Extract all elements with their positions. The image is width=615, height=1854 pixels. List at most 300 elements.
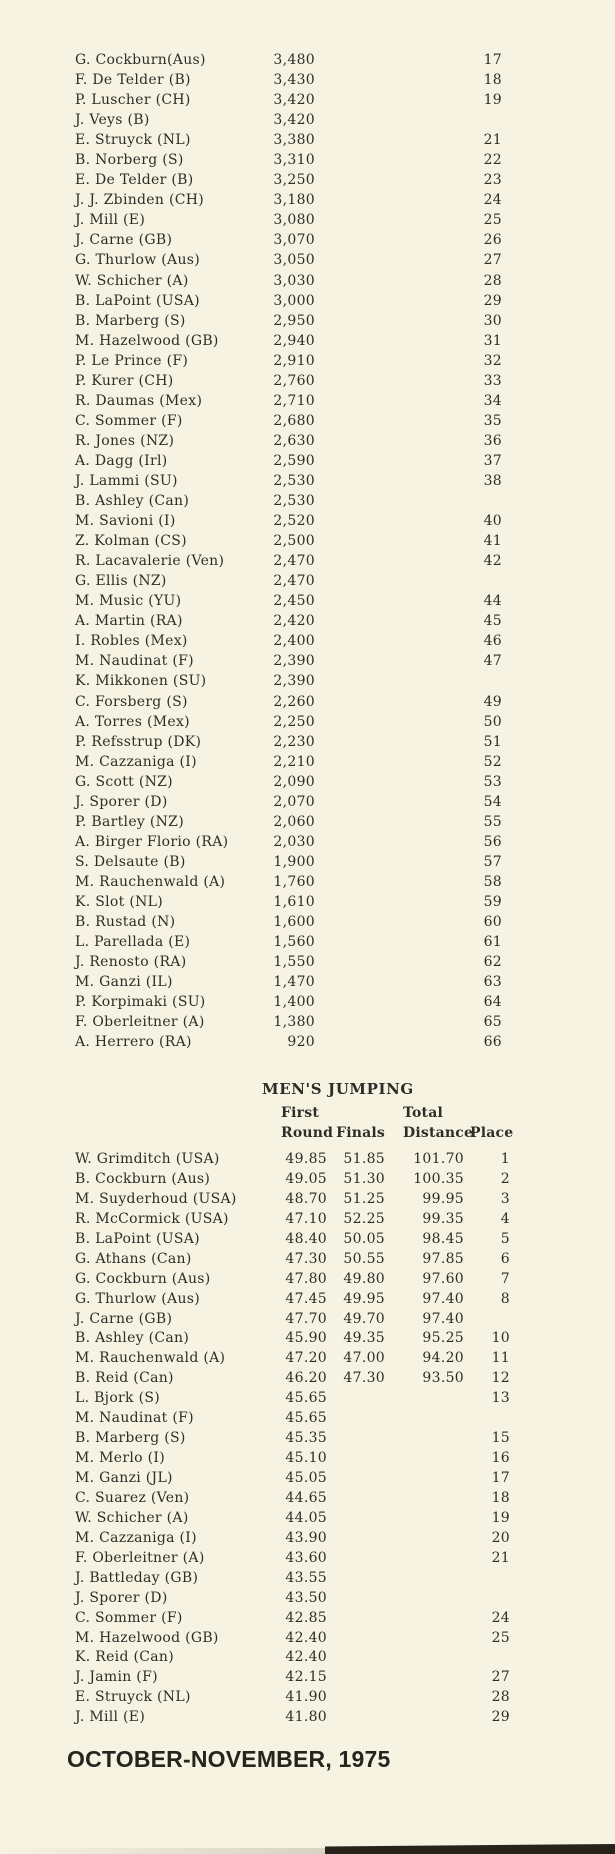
jumping-result-row	[75, 1708, 510, 1728]
score-value: 2,390	[273, 673, 315, 690]
score-value: 2,630	[273, 432, 315, 449]
result-row	[75, 190, 505, 210]
place-value: 7	[500, 1270, 510, 1287]
total-distance-value: 97.60	[422, 1270, 464, 1287]
place-value: 6	[500, 1250, 510, 1267]
place-value: 25	[483, 212, 502, 229]
athlete-name: C. Forsberg (S)	[75, 693, 188, 710]
jumping-result-row	[75, 1170, 510, 1190]
score-value: 2,450	[273, 593, 315, 610]
jumping-result-row	[75, 1648, 510, 1668]
jumping-table-header	[75, 1103, 514, 1143]
athlete-name: G. Athans (Can)	[75, 1250, 192, 1267]
finals-value	[327, 1569, 385, 1589]
athlete-name: M. Cazzaniga (I)	[75, 1529, 197, 1546]
place-value: 62	[483, 954, 502, 971]
place-value: 59	[483, 893, 502, 910]
result-row	[75, 150, 505, 170]
place-value: 21	[491, 1549, 510, 1566]
athlete-name: J. Lammi (SU)	[75, 472, 178, 489]
jumping-result-row	[75, 1329, 510, 1349]
jumping-result-row	[75, 1589, 510, 1609]
athlete-name: A. Birger Florio (RA)	[75, 833, 229, 850]
total-distance-value	[385, 1409, 470, 1429]
first-round-value: 44.65	[285, 1489, 327, 1506]
header-athlete-column	[75, 1103, 281, 1143]
score-value: 1,470	[273, 974, 315, 991]
athlete-name: J. Jamin (F)	[75, 1669, 158, 1686]
finals-value	[327, 1668, 385, 1688]
athlete-name: M. Rauchenwald (A)	[75, 1350, 226, 1367]
place-value: 37	[483, 452, 502, 469]
place-value: 22	[483, 152, 502, 169]
score-value: 3,180	[273, 192, 315, 209]
result-row	[75, 110, 505, 130]
result-row	[75, 391, 505, 411]
place-value: 31	[483, 332, 502, 349]
result-row	[75, 772, 505, 792]
result-row	[75, 752, 505, 772]
total-distance-value: 97.40	[422, 1290, 464, 1307]
place-value: 17	[491, 1470, 510, 1486]
score-value: 920	[287, 1034, 315, 1051]
athlete-name: A. Dagg (Irl)	[75, 452, 168, 469]
first-round-value: 42.15	[285, 1669, 327, 1686]
total-distance-value: 100.35	[413, 1170, 464, 1187]
score-value: 1,380	[273, 1014, 315, 1031]
athlete-name: M. Naudinat (F)	[75, 653, 194, 670]
place-value: 60	[483, 914, 502, 931]
athlete-name: J. Carne (GB)	[75, 1310, 173, 1327]
place-value: 18	[483, 72, 502, 89]
athlete-name: K. Mikkonen (SU)	[75, 673, 207, 690]
total-distance-value: 95.25	[422, 1330, 464, 1347]
result-row	[75, 832, 505, 852]
total-distance-value	[385, 1469, 470, 1489]
athlete-name: J. Sporer (D)	[75, 1589, 168, 1606]
result-row	[75, 992, 505, 1012]
athlete-name: B. Reid (Can)	[75, 1370, 174, 1387]
place-value: 30	[483, 312, 502, 329]
place-value: 46	[483, 633, 502, 650]
first-round-value: 44.05	[285, 1509, 327, 1526]
header-finals-label: Finals	[336, 1125, 385, 1141]
first-round-value: 48.40	[285, 1230, 327, 1247]
place-value: 11	[491, 1350, 510, 1367]
place-value: 33	[483, 372, 502, 389]
place-value: 55	[483, 813, 502, 830]
result-row	[75, 471, 505, 491]
score-value: 2,530	[273, 472, 315, 489]
result-row	[75, 972, 505, 992]
place-value	[470, 1648, 510, 1668]
athlete-name: R. Lacavalerie (Ven)	[75, 553, 225, 570]
place-value: 19	[491, 1509, 510, 1526]
total-distance-value: 99.35	[422, 1210, 464, 1227]
athlete-name: G. Scott (NZ)	[75, 773, 173, 790]
place-value: 49	[483, 693, 502, 710]
athlete-name: E. Struyck (NL)	[75, 132, 191, 149]
place-value: 25	[491, 1629, 510, 1646]
place-value: 29	[483, 292, 502, 309]
athlete-name: C. Sommer (F)	[75, 1609, 183, 1626]
place-value: 26	[483, 232, 502, 249]
jumping-result-row	[75, 1270, 510, 1290]
score-value: 2,030	[273, 833, 315, 850]
athlete-name: F. Oberleitner (A)	[75, 1014, 205, 1031]
score-value: 3,080	[273, 212, 315, 229]
place-value	[315, 671, 505, 691]
score-value: 1,550	[273, 954, 315, 971]
athlete-name: M. Merlo (I)	[75, 1450, 165, 1467]
score-value: 3,250	[273, 172, 315, 189]
result-row	[75, 511, 505, 531]
finals-value	[327, 1389, 385, 1409]
score-value: 1,900	[273, 853, 315, 870]
place-value: 65	[483, 1014, 502, 1031]
finals-value: 50.05	[343, 1230, 385, 1247]
place-value: 20	[491, 1529, 510, 1546]
first-round-value: 41.90	[285, 1689, 327, 1706]
athlete-name: B. Rustad (N)	[75, 914, 176, 931]
place-value: 8	[500, 1290, 510, 1307]
result-row	[75, 90, 505, 110]
score-value: 3,420	[273, 112, 315, 129]
first-round-value: 45.65	[285, 1390, 327, 1407]
place-value: 44	[483, 593, 502, 610]
score-value: 2,520	[273, 513, 315, 530]
jumping-result-row	[75, 1230, 510, 1250]
place-value: 5	[500, 1230, 510, 1247]
place-value: 24	[483, 192, 502, 209]
finals-value	[327, 1629, 385, 1649]
finals-value: 50.55	[343, 1250, 385, 1267]
score-value: 3,480	[273, 52, 315, 68]
athlete-name: E. De Telder (B)	[75, 172, 194, 189]
header-total-line2: Distance	[403, 1125, 474, 1141]
athlete-name: P. Korpimaki (SU)	[75, 994, 206, 1011]
athlete-name: M. Ganzi (IL)	[75, 974, 173, 991]
score-value: 2,500	[273, 533, 315, 550]
score-value: 1,400	[273, 994, 315, 1011]
score-value: 2,090	[273, 773, 315, 790]
total-distance-value	[385, 1688, 470, 1708]
jumping-result-row	[75, 1429, 510, 1449]
finals-value	[327, 1708, 385, 1728]
finals-value: 49.35	[343, 1330, 385, 1347]
place-value: 57	[483, 853, 502, 870]
athlete-name: G. Cockburn(Aus)	[75, 52, 206, 68]
place-value: 29	[491, 1709, 510, 1726]
finals-value: 51.30	[343, 1170, 385, 1187]
place-value: 52	[483, 753, 502, 770]
header-finals	[327, 1103, 385, 1143]
athlete-name: R. Jones (NZ)	[75, 432, 175, 449]
place-value: 54	[483, 793, 502, 810]
athlete-name: J. Mill (E)	[75, 212, 146, 229]
place-value: 3	[500, 1190, 510, 1207]
first-round-value: 45.90	[285, 1330, 327, 1347]
athlete-name: M. Music (YU)	[75, 593, 182, 610]
jumping-result-row	[75, 1290, 510, 1310]
result-row	[75, 812, 505, 832]
place-value: 66	[483, 1034, 502, 1051]
score-value: 2,260	[273, 693, 315, 710]
header-first-round	[281, 1103, 334, 1143]
score-value: 1,600	[273, 914, 315, 931]
result-row	[75, 591, 505, 611]
score-value: 2,590	[273, 452, 315, 469]
finals-value	[327, 1509, 385, 1529]
athlete-name: A. Herrero (RA)	[75, 1034, 192, 1051]
first-round-value: 46.20	[285, 1370, 327, 1387]
athlete-name: F. Oberleitner (A)	[75, 1549, 205, 1566]
first-round-value: 47.10	[285, 1210, 327, 1227]
place-value: 10	[491, 1330, 510, 1347]
score-value: 2,940	[273, 332, 315, 349]
place-value: 23	[483, 172, 502, 189]
result-row	[75, 491, 505, 511]
place-value: 40	[483, 513, 502, 530]
first-round-value: 45.65	[285, 1410, 327, 1427]
header-first-round-line2: Round	[281, 1125, 334, 1141]
total-distance-value: 99.95	[422, 1190, 464, 1207]
athlete-name: A. Torres (Mex)	[75, 713, 190, 730]
result-row	[75, 431, 505, 451]
place-value: 17	[483, 52, 502, 68]
athlete-name: P. Bartley (NZ)	[75, 813, 184, 830]
athlete-name: B. Cockburn (Aus)	[75, 1170, 211, 1187]
score-value: 1,560	[273, 934, 315, 951]
place-value: 36	[483, 432, 502, 449]
score-value: 2,070	[273, 793, 315, 810]
place-value: 34	[483, 392, 502, 409]
athlete-name: P. Le Prince (F)	[75, 352, 189, 369]
finals-value: 51.85	[343, 1151, 385, 1167]
result-row	[75, 130, 505, 150]
athlete-name: G. Ellis (NZ)	[75, 573, 167, 590]
finals-value	[327, 1609, 385, 1629]
total-distance-value	[385, 1449, 470, 1469]
place-value: 47	[483, 653, 502, 670]
score-value: 3,050	[273, 252, 315, 269]
result-row	[75, 792, 505, 812]
score-value: 2,210	[273, 753, 315, 770]
first-round-value: 47.30	[285, 1250, 327, 1267]
place-value: 15	[491, 1430, 510, 1447]
total-distance-value	[385, 1629, 470, 1649]
result-row	[75, 531, 505, 551]
scan-edge-top	[0, 0, 615, 3]
finals-value	[327, 1529, 385, 1549]
athlete-name: J. Sporer (D)	[75, 793, 168, 810]
first-round-value: 45.05	[285, 1470, 327, 1486]
jumping-result-row	[75, 1629, 510, 1649]
first-round-value: 47.45	[285, 1290, 327, 1307]
place-value: 42	[483, 553, 502, 570]
place-value	[470, 1409, 510, 1429]
header-first-round-line1: First	[281, 1105, 319, 1121]
place-value: 38	[483, 472, 502, 489]
athlete-name: J. J. Zbinden (CH)	[75, 192, 204, 209]
result-row	[75, 932, 505, 952]
score-value: 3,420	[273, 92, 315, 109]
athlete-name: J. Veys (B)	[75, 112, 150, 129]
jumping-result-row	[75, 1569, 510, 1589]
place-value: 13	[491, 1390, 510, 1407]
place-value: 27	[491, 1669, 510, 1686]
place-value	[315, 110, 505, 130]
score-value: 2,710	[273, 392, 315, 409]
header-total-line1: Total	[403, 1105, 444, 1121]
athlete-name: K. Reid (Can)	[75, 1649, 174, 1666]
score-value: 2,950	[273, 312, 315, 329]
score-value: 3,380	[273, 132, 315, 149]
jumping-result-row	[75, 1529, 510, 1549]
place-value: 27	[483, 252, 502, 269]
score-value: 2,470	[273, 573, 315, 590]
result-row	[75, 230, 505, 250]
place-value: 18	[491, 1489, 510, 1506]
jumping-result-row	[75, 1389, 510, 1409]
first-round-value: 43.60	[285, 1549, 327, 1566]
athlete-name: B. Ashley (Can)	[75, 1330, 190, 1347]
athlete-name: A. Martin (RA)	[75, 613, 183, 630]
finals-value	[327, 1589, 385, 1609]
athlete-name: S. Delsaute (B)	[75, 853, 186, 870]
total-distance-value	[385, 1389, 470, 1409]
athlete-name: Z. Kolman (CS)	[75, 533, 187, 550]
athlete-name: G. Thurlow (Aus)	[75, 252, 201, 269]
finals-value	[327, 1469, 385, 1489]
result-row	[75, 351, 505, 371]
total-distance-value: 94.20	[422, 1350, 464, 1367]
place-value: 41	[483, 533, 502, 550]
first-round-value: 47.80	[285, 1270, 327, 1287]
score-value: 2,390	[273, 653, 315, 670]
finals-value: 47.30	[343, 1370, 385, 1387]
score-value: 2,910	[273, 352, 315, 369]
place-value: 56	[483, 833, 502, 850]
place-value: 19	[483, 92, 502, 109]
jumping-result-row	[75, 1549, 510, 1569]
athlete-name: P. Kurer (CH)	[75, 372, 174, 389]
finals-value: 47.00	[343, 1350, 385, 1367]
athlete-name: J. Carne (GB)	[75, 232, 173, 249]
result-row	[75, 732, 505, 752]
first-round-value: 45.10	[285, 1450, 327, 1467]
place-value: 28	[483, 272, 502, 289]
result-row	[75, 331, 505, 351]
score-value: 3,070	[273, 232, 315, 249]
athlete-name: L. Parellada (E)	[75, 934, 191, 951]
first-round-value: 48.70	[285, 1190, 327, 1207]
athlete-name: K. Slot (NL)	[75, 893, 164, 910]
result-row	[75, 651, 505, 671]
jumping-result-row	[75, 1150, 510, 1170]
jumping-results-list	[75, 1150, 510, 1728]
place-value: 1	[500, 1151, 510, 1167]
result-row	[75, 50, 505, 70]
place-value: 51	[483, 733, 502, 750]
athlete-name: B. Norberg (S)	[75, 152, 184, 169]
finals-value: 51.25	[343, 1190, 385, 1207]
first-round-value: 43.50	[285, 1589, 327, 1606]
place-value: 4	[500, 1210, 510, 1227]
athlete-name: B. LaPoint (USA)	[75, 292, 200, 309]
athlete-name: F. De Telder (B)	[75, 72, 191, 89]
athlete-name: M. Rauchenwald (A)	[75, 873, 226, 890]
jumping-result-row	[75, 1609, 510, 1629]
athlete-name: P. Refsstrup (DK)	[75, 733, 202, 750]
score-value: 2,530	[273, 493, 315, 510]
athlete-name: B. Marberg (S)	[75, 312, 186, 329]
athlete-name: B. Ashley (Can)	[75, 493, 190, 510]
score-value: 3,430	[273, 72, 315, 89]
result-row	[75, 271, 505, 291]
place-value	[315, 491, 505, 511]
finals-value	[327, 1648, 385, 1668]
result-row	[75, 692, 505, 712]
result-row	[75, 671, 505, 691]
result-row	[75, 551, 505, 571]
total-distance-value: 97.40	[422, 1310, 464, 1327]
total-distance-value	[385, 1609, 470, 1629]
result-row	[75, 70, 505, 90]
first-round-value: 41.80	[285, 1709, 327, 1726]
jumping-result-row	[75, 1688, 510, 1708]
issue-date: OCTOBER-NOVEMBER, 1975	[67, 1746, 391, 1772]
total-distance-value	[385, 1648, 470, 1668]
total-distance-value	[385, 1529, 470, 1549]
score-value: 1,760	[273, 873, 315, 890]
total-distance-value	[385, 1668, 470, 1688]
jumping-section-title: MEN'S JUMPING	[262, 1080, 414, 1098]
score-value: 2,470	[273, 553, 315, 570]
finals-value	[327, 1489, 385, 1509]
athlete-name: B. Marberg (S)	[75, 1430, 186, 1447]
scan-edge-bottom	[325, 1844, 615, 1854]
athlete-name: M. Savioni (I)	[75, 513, 176, 530]
result-row	[75, 571, 505, 591]
athlete-name: M. Naudinat (F)	[75, 1410, 194, 1427]
athlete-name: J. Mill (E)	[75, 1709, 146, 1726]
result-row	[75, 170, 505, 190]
athlete-name: M. Ganzi (JL)	[75, 1470, 173, 1486]
result-row	[75, 1032, 505, 1052]
place-value: 45	[483, 613, 502, 630]
score-value: 3,000	[273, 292, 315, 309]
score-value: 3,310	[273, 152, 315, 169]
athlete-name: R. Daumas (Mex)	[75, 392, 203, 409]
place-value	[315, 571, 505, 591]
jumping-result-row	[75, 1210, 510, 1230]
athlete-name: I. Robles (Mex)	[75, 633, 188, 650]
place-value: 35	[483, 412, 502, 429]
total-distance-value	[385, 1509, 470, 1529]
result-row	[75, 411, 505, 431]
first-round-value: 49.05	[285, 1170, 327, 1187]
finals-value: 49.70	[343, 1310, 385, 1327]
place-value: 63	[483, 974, 502, 991]
score-value: 2,400	[273, 633, 315, 650]
total-distance-value: 98.45	[422, 1230, 464, 1247]
athlete-name: C. Sommer (F)	[75, 412, 183, 429]
athlete-name: M. Suyderhoud (USA)	[75, 1190, 237, 1207]
total-distance-value	[385, 1429, 470, 1449]
jumping-result-row	[75, 1310, 510, 1330]
place-value: 50	[483, 713, 502, 730]
